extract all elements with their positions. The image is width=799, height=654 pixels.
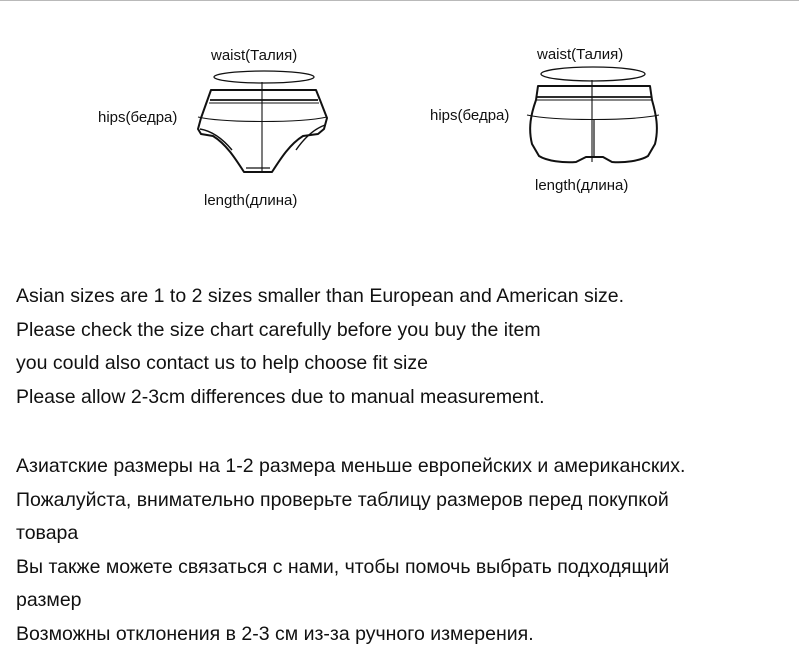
left-waist-label: waist(Талия) [211,47,298,64]
left-hips-label: hips(бедра) [98,109,178,126]
note-line: товара [16,522,79,545]
note-line: размер [16,589,82,612]
note-line: Азиатские размеры на 1-2 размера меньше европейских и американских. [16,455,686,477]
right-waist-measure-line [541,67,645,81]
note-line: Please allow 2-3cm differences due to manual measurement. [16,385,545,408]
note-line: Please check the size chart carefully before you buy the item [16,318,541,341]
right-hips-label: hips(бедра) [430,107,510,124]
russian-notes [16,450,791,652]
measurement-diagram-svg [0,0,799,240]
right-length-label: length(длина) [535,177,629,194]
english-notes [16,280,791,414]
note-line: Вы также можете связаться с нами, чтобы помочь выбрать подходящий [16,555,670,578]
note-line: you could also contact us to help choose fit size [16,352,428,375]
note-line: Asian sizes are 1 to 2 sizes smaller than European and American size. [16,285,625,307]
right-garment [430,46,659,194]
note-line: Пожалуйста, внимательно проверьте таблицу размеров перед покупкой [16,488,669,511]
left-garment [98,47,327,209]
note-line: Возможны отклонения в 2-3 см из-за ручного измерения. [16,622,534,645]
left-length-label: length(длина) [204,192,298,209]
right-waist-label: waist(Талия) [537,46,624,63]
measurement-diagram [0,0,799,240]
left-waist-measure-line [214,71,314,83]
